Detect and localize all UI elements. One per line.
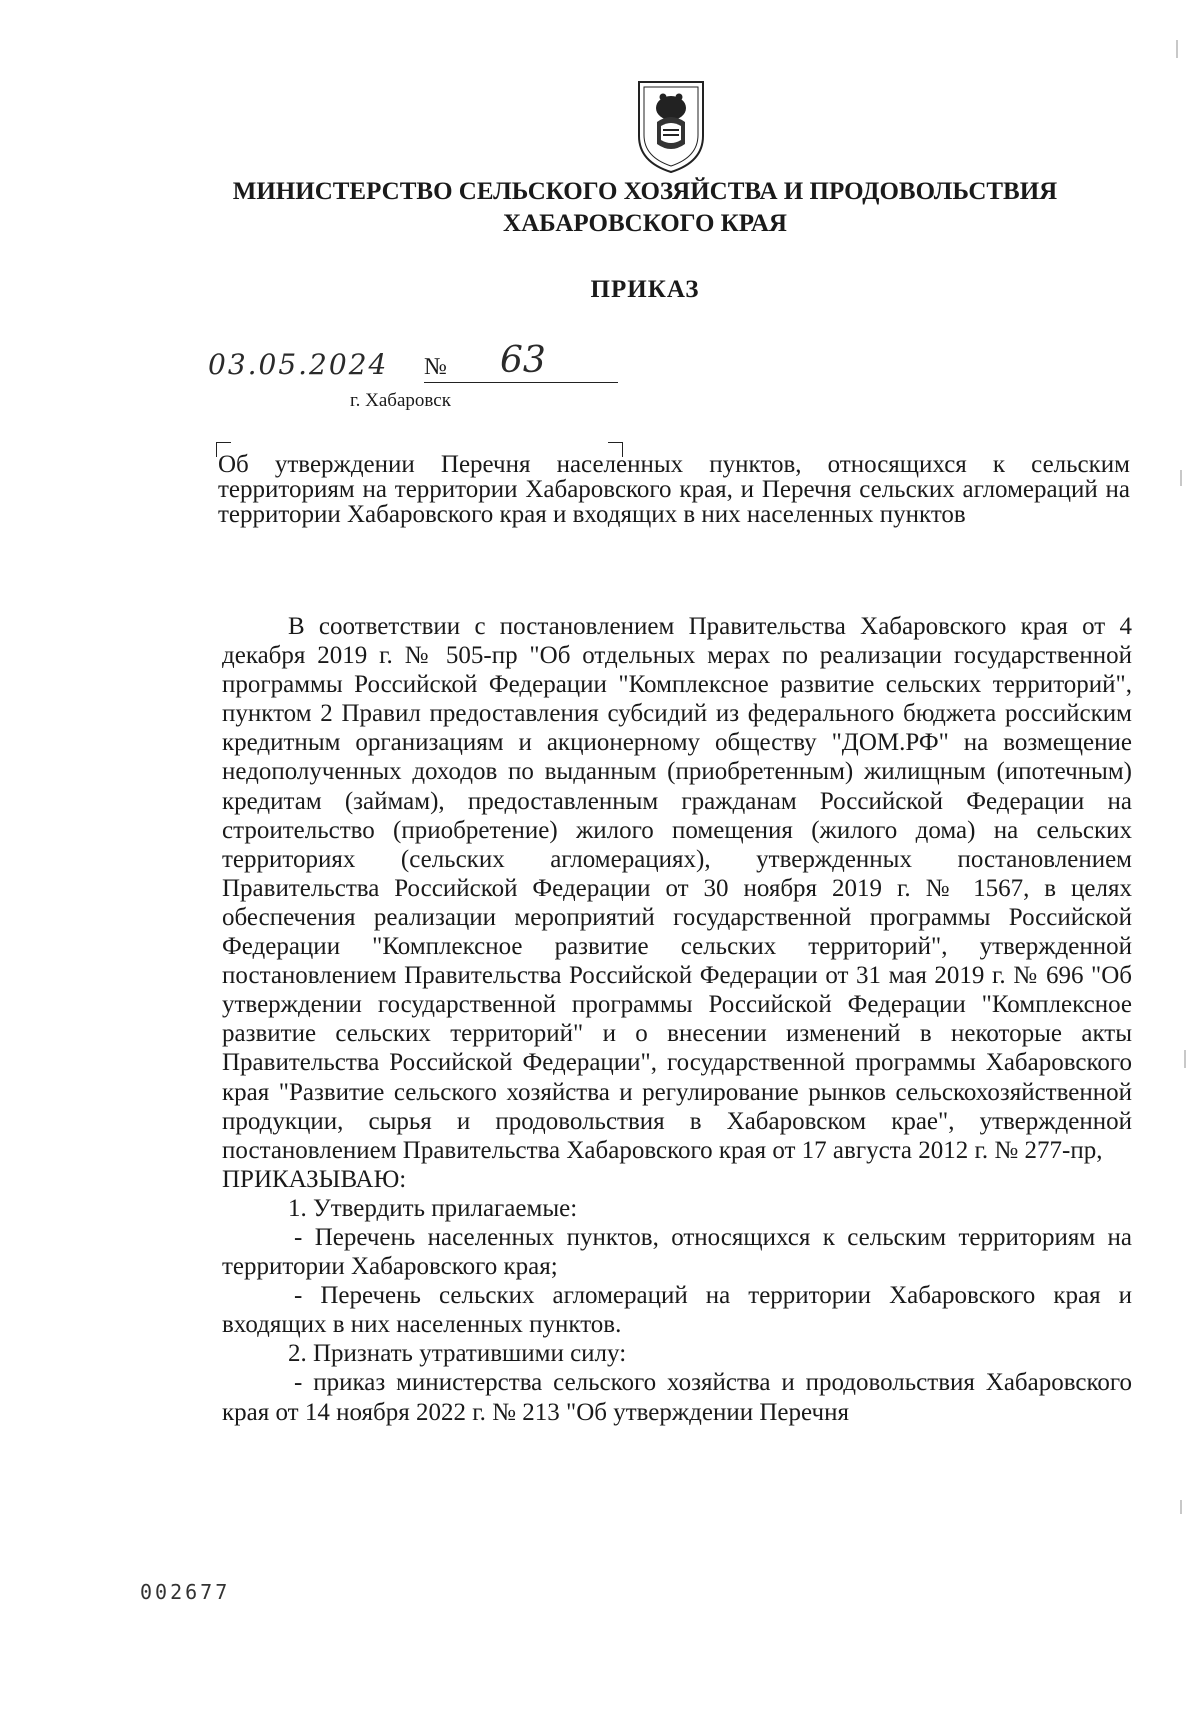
ministry-name-line2: ХАБАРОВСКОГО КРАЯ (503, 210, 787, 237)
handwritten-date: 03.05.2024 (208, 348, 389, 381)
city-label: г. Хабаровск (350, 390, 451, 411)
document-serial-number: 002677 (140, 1580, 231, 1604)
khabarovsk-coat-of-arms-icon (633, 78, 709, 174)
item-2-a: - приказ министерства сельского хозяйства и продовольствия Хабаровского края от 14 ноября 2022 г. № 213 "Об утверждении Перечня (222, 1369, 1132, 1426)
item-2: 2. Признать утратившими силу: (288, 1340, 627, 1368)
registration-row (208, 340, 628, 388)
ministry-name (150, 176, 1140, 240)
item-1-b: - Перечень сельских агломераций на территории Хабаровского края и входящих в них населенных пунктов. (222, 1282, 1132, 1339)
order-word: ПРИКАЗЫВАЮ: (222, 1165, 407, 1193)
number-sign: № (424, 354, 447, 380)
scan-artifact (1180, 1500, 1182, 1514)
scan-artifact (1184, 1050, 1186, 1068)
order-subject: Об утверждении Перечня населенных пунктов, относящихся к сельским территориям на территории Хабаровского края, и Перечня сельских агломераций на территории Хабаровского края и входящих в них населенных пунктов (218, 451, 1130, 528)
number-underline (424, 382, 618, 383)
item-1-a: - Перечень населенных пунктов, относящихся к сельским территориям на территории Хабаровского края; (222, 1223, 1132, 1281)
ministry-name-line1: МИНИСТЕРСТВО СЕЛЬСКОГО ХОЗЯЙСТВА И ПРОДОВОЛЬСТВИЯ (232, 178, 1058, 205)
handwritten-number: 63 (500, 340, 546, 381)
item-1: 1. Утвердить прилагаемые: (288, 1194, 578, 1222)
preamble-paragraph: В соответствии с постановлением Правительства Хабаровского края от 4 декабря 2019 г. № 505-пр "Об отдельных мерах по реализации государственной программы Российской Федерации "Комплексное развитие сельских территорий", пунктом 2 Правил предоставления субсидий из федерального бюджета российским кредитным организациям и акционерному обществу "ДОМ.РФ" на возмещение недополученных доходов по выданным (приобретенным) жилищным (ипотечным) кредитам (займам), предоставленным гражданам Российской Федерации на строительство (приобретение) жилого помещения (жилого дома) на сельских территориях (сельских агломерациях), утвержденных постановлением Правительства Российской Федерации от 30 ноября 2019 г. № 1567, в целях обеспечения реализации мероприятий государственной программы Российской Федерации "Комплексное развитие сельских территорий", утвержденной постановлением Правительства Российской Федерации от 31 мая 2019 г. № 696 "Об утверждении государственной программы Российской Федерации "Комплексное развитие сельских территорий" и о внесении изменений в некоторые акты Правительства Российской Федерации", государственной программы Хабаровского края "Развитие сельского хозяйства и регулирование рынков сельскохозяйственной продукции, сырья и продовольствия в Хабаровском крае", утвержденной постановлением Правительства Хабаровского края от 17 августа 2012 г. № 277-пр, (222, 613, 1132, 1164)
document-type-title: ПРИКАЗ (590, 276, 700, 303)
scan-artifact (1180, 470, 1182, 486)
scan-artifact (1176, 40, 1178, 58)
order-body (222, 612, 1132, 1427)
